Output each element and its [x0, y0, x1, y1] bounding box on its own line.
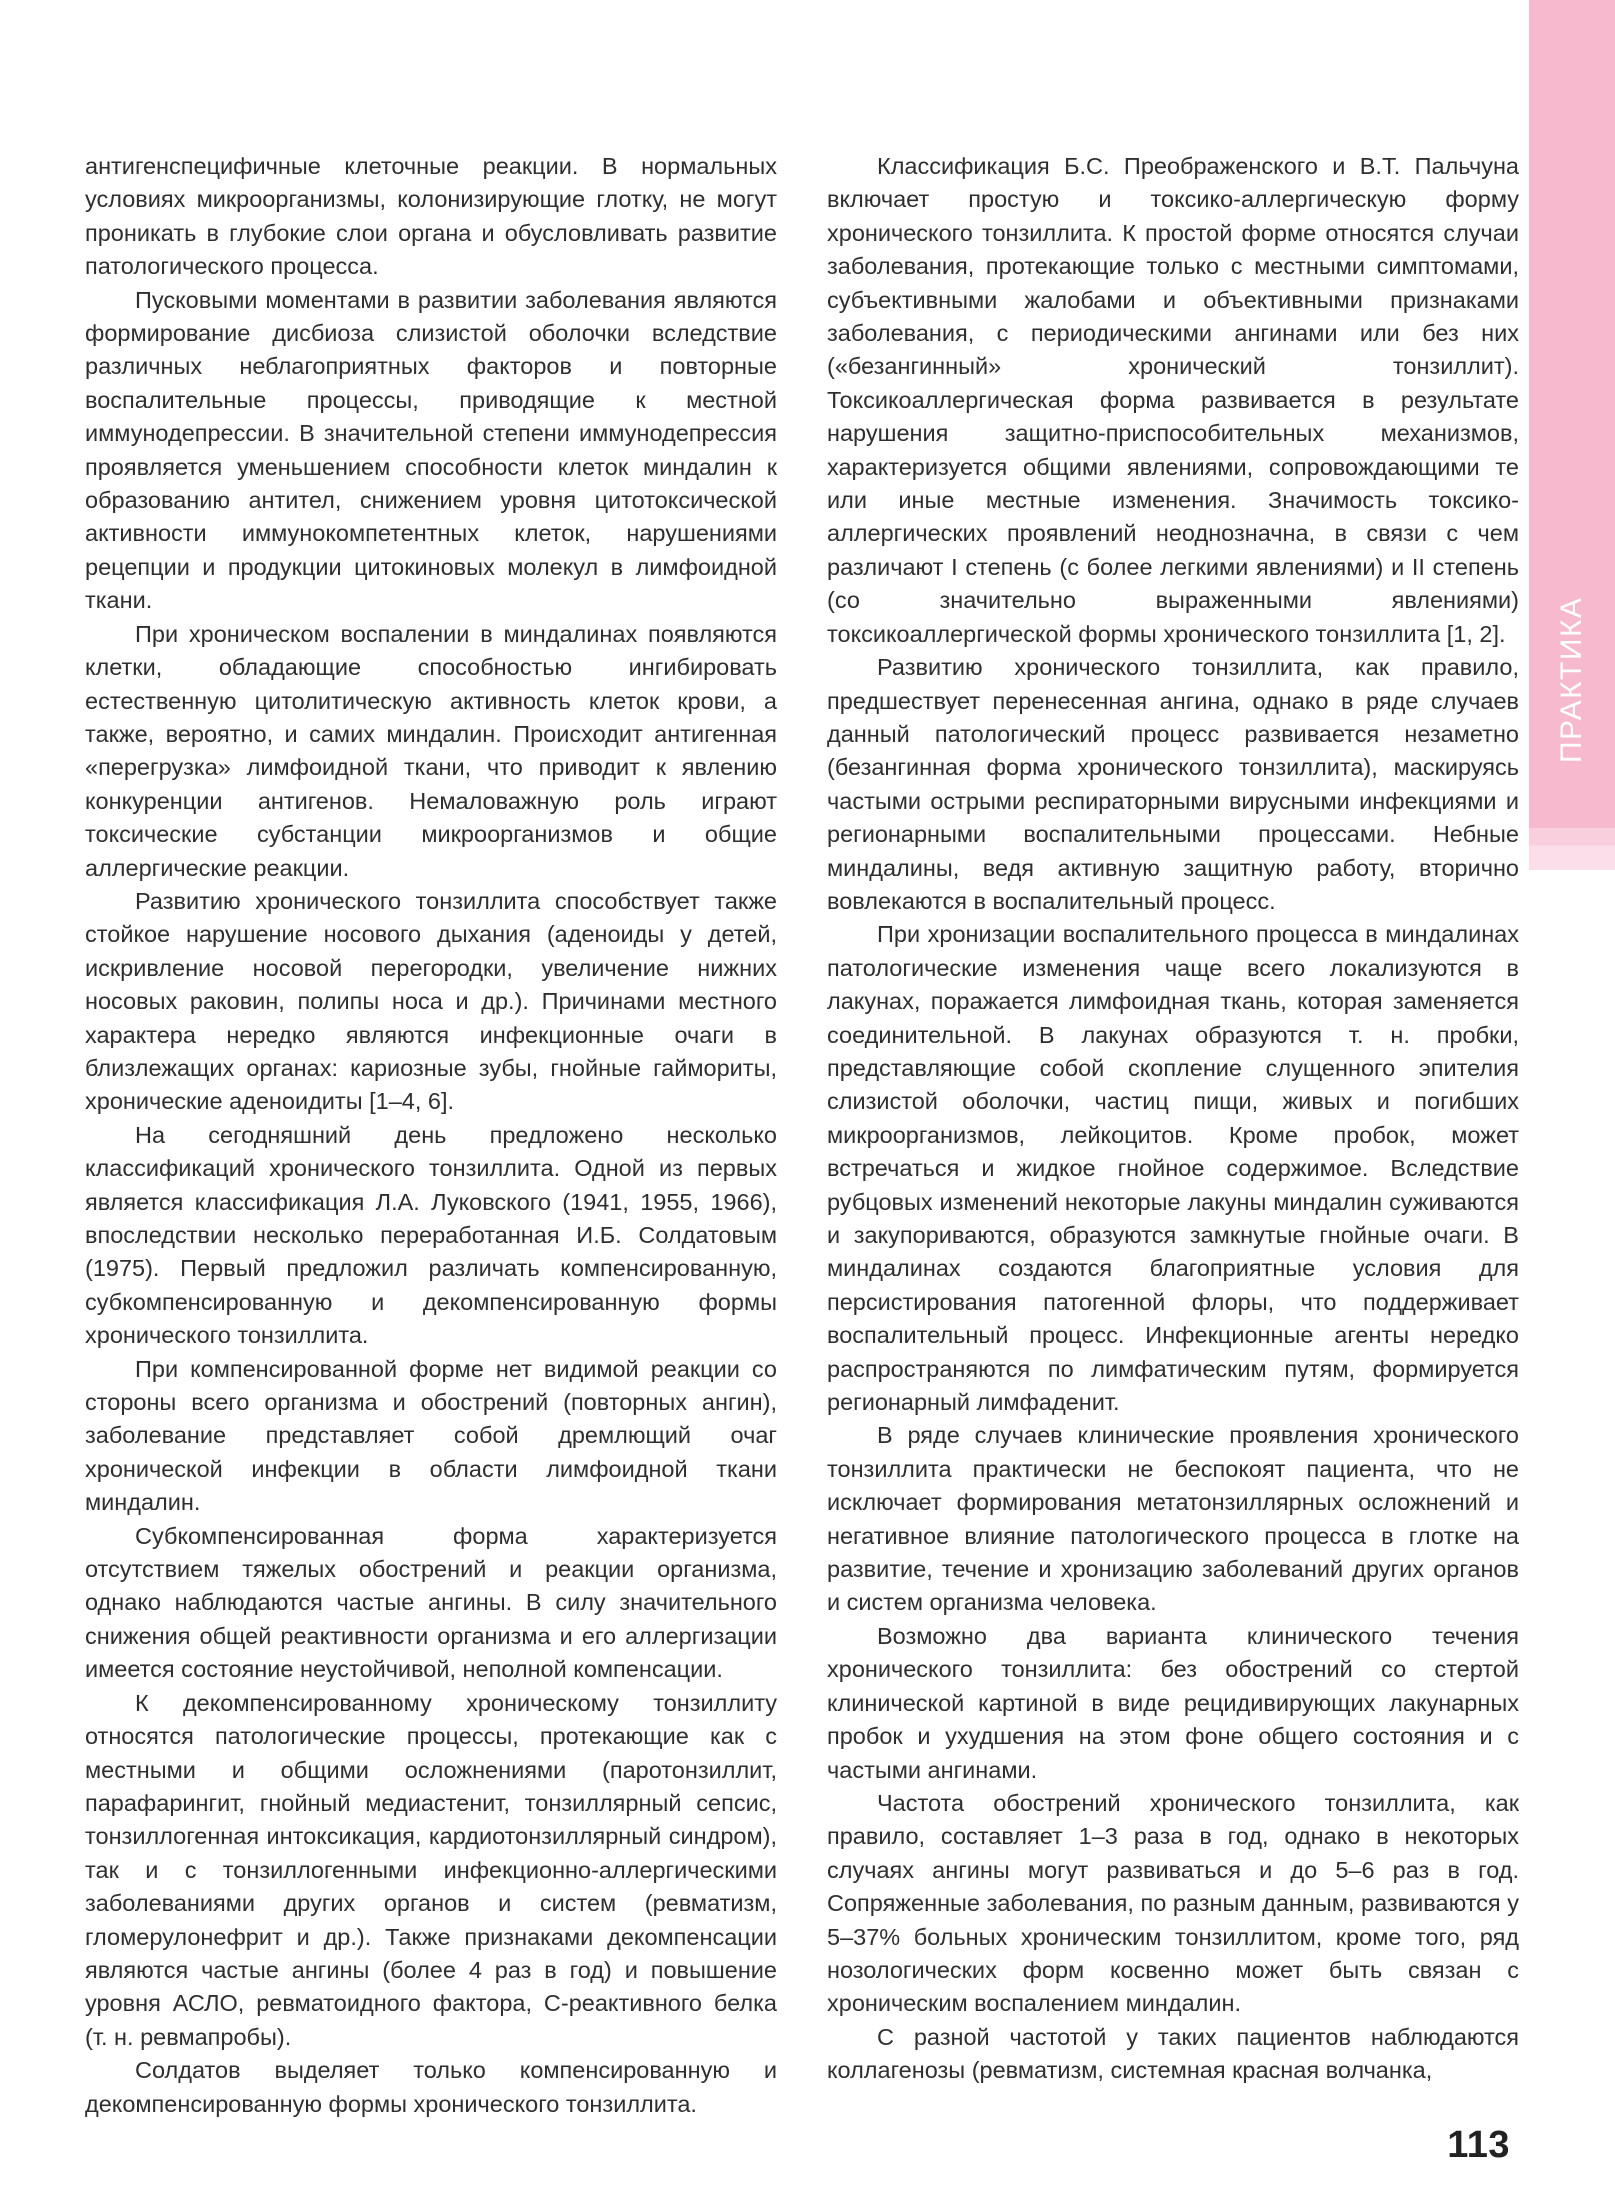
paragraph: Развитию хронического тонзиллита способствует также стойкое нарушение носового дыхания (аденоиды у детей, искривление носовой перегородки, увеличение нижних носовых раковин, полипы носа и др.). Причинами местного характера нередко являются инфекционные очаги в близлежащих органах: кариозные зубы, гнойные гаймориты, хронические аденоидиты [1–4, 6]. [85, 887, 777, 1115]
paragraph: Развитию хронического тонзиллита, как правило, предшествует перенесенная ангина, однако в ряде случаев данный патологический процесс развивается незаметно (безангинная форма хронического тонзиллита), маскируясь частыми острыми респираторными вирусными инфекциями и регионарными воспалительными процессами. Небные миндалины, ведя активную защитную работу, вторично вовлекаются в воспалительный процесс. [827, 654, 1519, 914]
paragraph: При хроническом воспалении в миндалинах появляются клетки, обладающие способностью ингибировать естественную цитолитическую активность клеток крови, а также, вероятно, и самих миндалин. Происходит антигенная «перегрузка» лимфоидной ткани, что приводит к явлению конкуренции антигенов. Немаловажную роль играют токсические субстанции микроорганизмов и общие аллергические реакции. [85, 620, 777, 881]
paragraph: антигенспецифичные клеточные реакции. В нормальных условиях микроорганизмы, колонизирующие глотку, не могут проникать в глубокие слои органа и обусловливать развитие патологического процесса. [85, 153, 777, 280]
sidebar-section-label: ПРАКТИКА [1555, 596, 1588, 763]
paragraph: В ряде случаев клинические проявления хронического тонзиллита практически не беспокоят пациента, что не исключает формирования метатонзиллярных осложнений и негативное влияние патологического процесса в глотке на развитие, течение и хронизацию заболеваний других органов и систем организма человека. [827, 1422, 1519, 1616]
paragraph: При компенсированной форме нет видимой реакции со стороны всего организма и обострений (повторных ангин), заболевание представляет собой дремлющий очаг хронической инфекции в области лимфоидной ткани миндалин. [85, 1355, 777, 1516]
paragraph: Солдатов выделяет только компенсированную и декомпенсированную формы хронического тонзиллита. [85, 2057, 777, 2117]
paragraph: Субкомпенсированная форма характеризуется отсутствием тяжелых обострений и реакции организма, однако наблюдаются частые ангины. В силу значительного снижения общей реактивности организма и его аллергизации имеется состояние неустойчивой, неполной компенсации. [85, 1522, 777, 1683]
paragraph: Пусковыми моментами в развитии заболевания являются формирование дисбиоза слизистой оболочки вследствие различных неблагоприятных факторов и повторные воспалительные процессы, приводящие к местной иммунодепрессии. В значительной степени иммунодепрессия проявляется уменьшением способности клеток миндалин к образованию антител, снижением уровня цитотоксической активности иммунокомпетентных клеток, нарушениями рецепции и продукции цитокиновых молекул в лимфоидной ткани. [85, 286, 777, 614]
paragraph: При хронизации воспалительного процесса в миндалинах патологические изменения чаще всего локализуются в лакунах, поражается лимфоидная ткань, которая заменяется соединительной. В лакунах образуются т. н. пробки, представляющие собой скопление слущенного эпителия слизистой оболочки, частиц пищи, живых и погибших микроорганизмов, лейкоцитов. Кроме пробок, может встречаться и жидкое гнойное содержимое. Вследствие рубцовых изменений некоторые лакуны миндалин суживаются и закупориваются, образуются замкнутые гнойные очаги. В миндалинах создаются благоприятные условия для персистирования патогенной флоры, что поддерживает воспалительный процесс. Инфекционные агенты нередко распространяются по лимфатическим путям, формируется регионарный лимфаденит. [827, 921, 1519, 1416]
paragraph: Частота обострений хронического тонзиллита, как правило, составляет 1–3 раза в год, однако в некоторых случаях ангины могут развиваться и до 5–6 раз в год. Сопряженные заболевания, по разным данным, развиваются у 5–37% больных хроническим тонзиллитом, кроме того, ряд нозологических форм косвенно может быть связан с хроническим воспалением миндалин. [827, 1789, 1519, 2017]
sidebar-band-fade [1529, 828, 1615, 870]
paragraph: На сегодняшний день предложено несколько классификаций хронического тонзиллита. Одной из первых является классификация Л.А. Луковского (1941, 1955, 1966), впоследствии несколько переработанная И.Б. Солдатовым (1975). Первый предложил различать компенсированную, субкомпенсированную и декомпенсированную формы хронического тонзиллита. [85, 1121, 777, 1349]
paragraph: Классификация Б.С. Преображенского и В.Т. Пальчуна включает простую и токсико-аллергическую форму хронического тонзиллита. К простой форме относятся случаи заболевания, протекающие только с местными симптомами, субъективными жалобами и объективными признаками заболевания, с периодическими ангинами или без них («безангинный» хронический тонзиллит). Токсикоаллергическая форма развивается в результате нарушения защитно-приспособительных механизмов, характеризуется общими явлениями, сопровождающими те или иные местные изменения. Значимость токсико-аллергических проявлений неоднозначна, в связи с чем различают I степень (с более легкими явлениями) и II степень (со значительно выраженными явлениями) токсикоаллергической формы хронического тонзиллита [1, 2]. [827, 153, 1519, 647]
right-text-column [827, 150, 1519, 2088]
left-text-column [85, 150, 777, 2121]
page-number: 113 [1447, 2124, 1510, 2166]
paragraph: С разной частотой у таких пациентов наблюдаются коллагенозы (ревматизм, системная красная волчанка, [827, 2023, 1519, 2084]
paragraph: Возможно два варианта клинического течения хронического тонзиллита: без обострений со стертой клинической картиной в виде рецидивирующих лакунарных пробок и ухудшения на этом фоне общего состояния и с частыми ангинами. [827, 1622, 1519, 1783]
paragraph: К декомпенсированному хроническому тонзиллиту относятся патологические процессы, протекающие как с местными и общими осложнениями (паротонзиллит, парафарингит, гнойный медиастенит, тонзиллярный сепсис, тонзиллогенная интоксикация, кардиотонзиллярный синдром), так и с тонзиллогенными инфекционно-аллергическими заболеваниями других органов и систем (ревматизм, гломерулонефрит и др.). Также признаками декомпенсации являются частые ангины (более 4 раз в год) и повышение уровня АСЛО, ревматоидного фактора, С-реактивного белка (т. н. ревмапробы). [85, 1689, 777, 2050]
